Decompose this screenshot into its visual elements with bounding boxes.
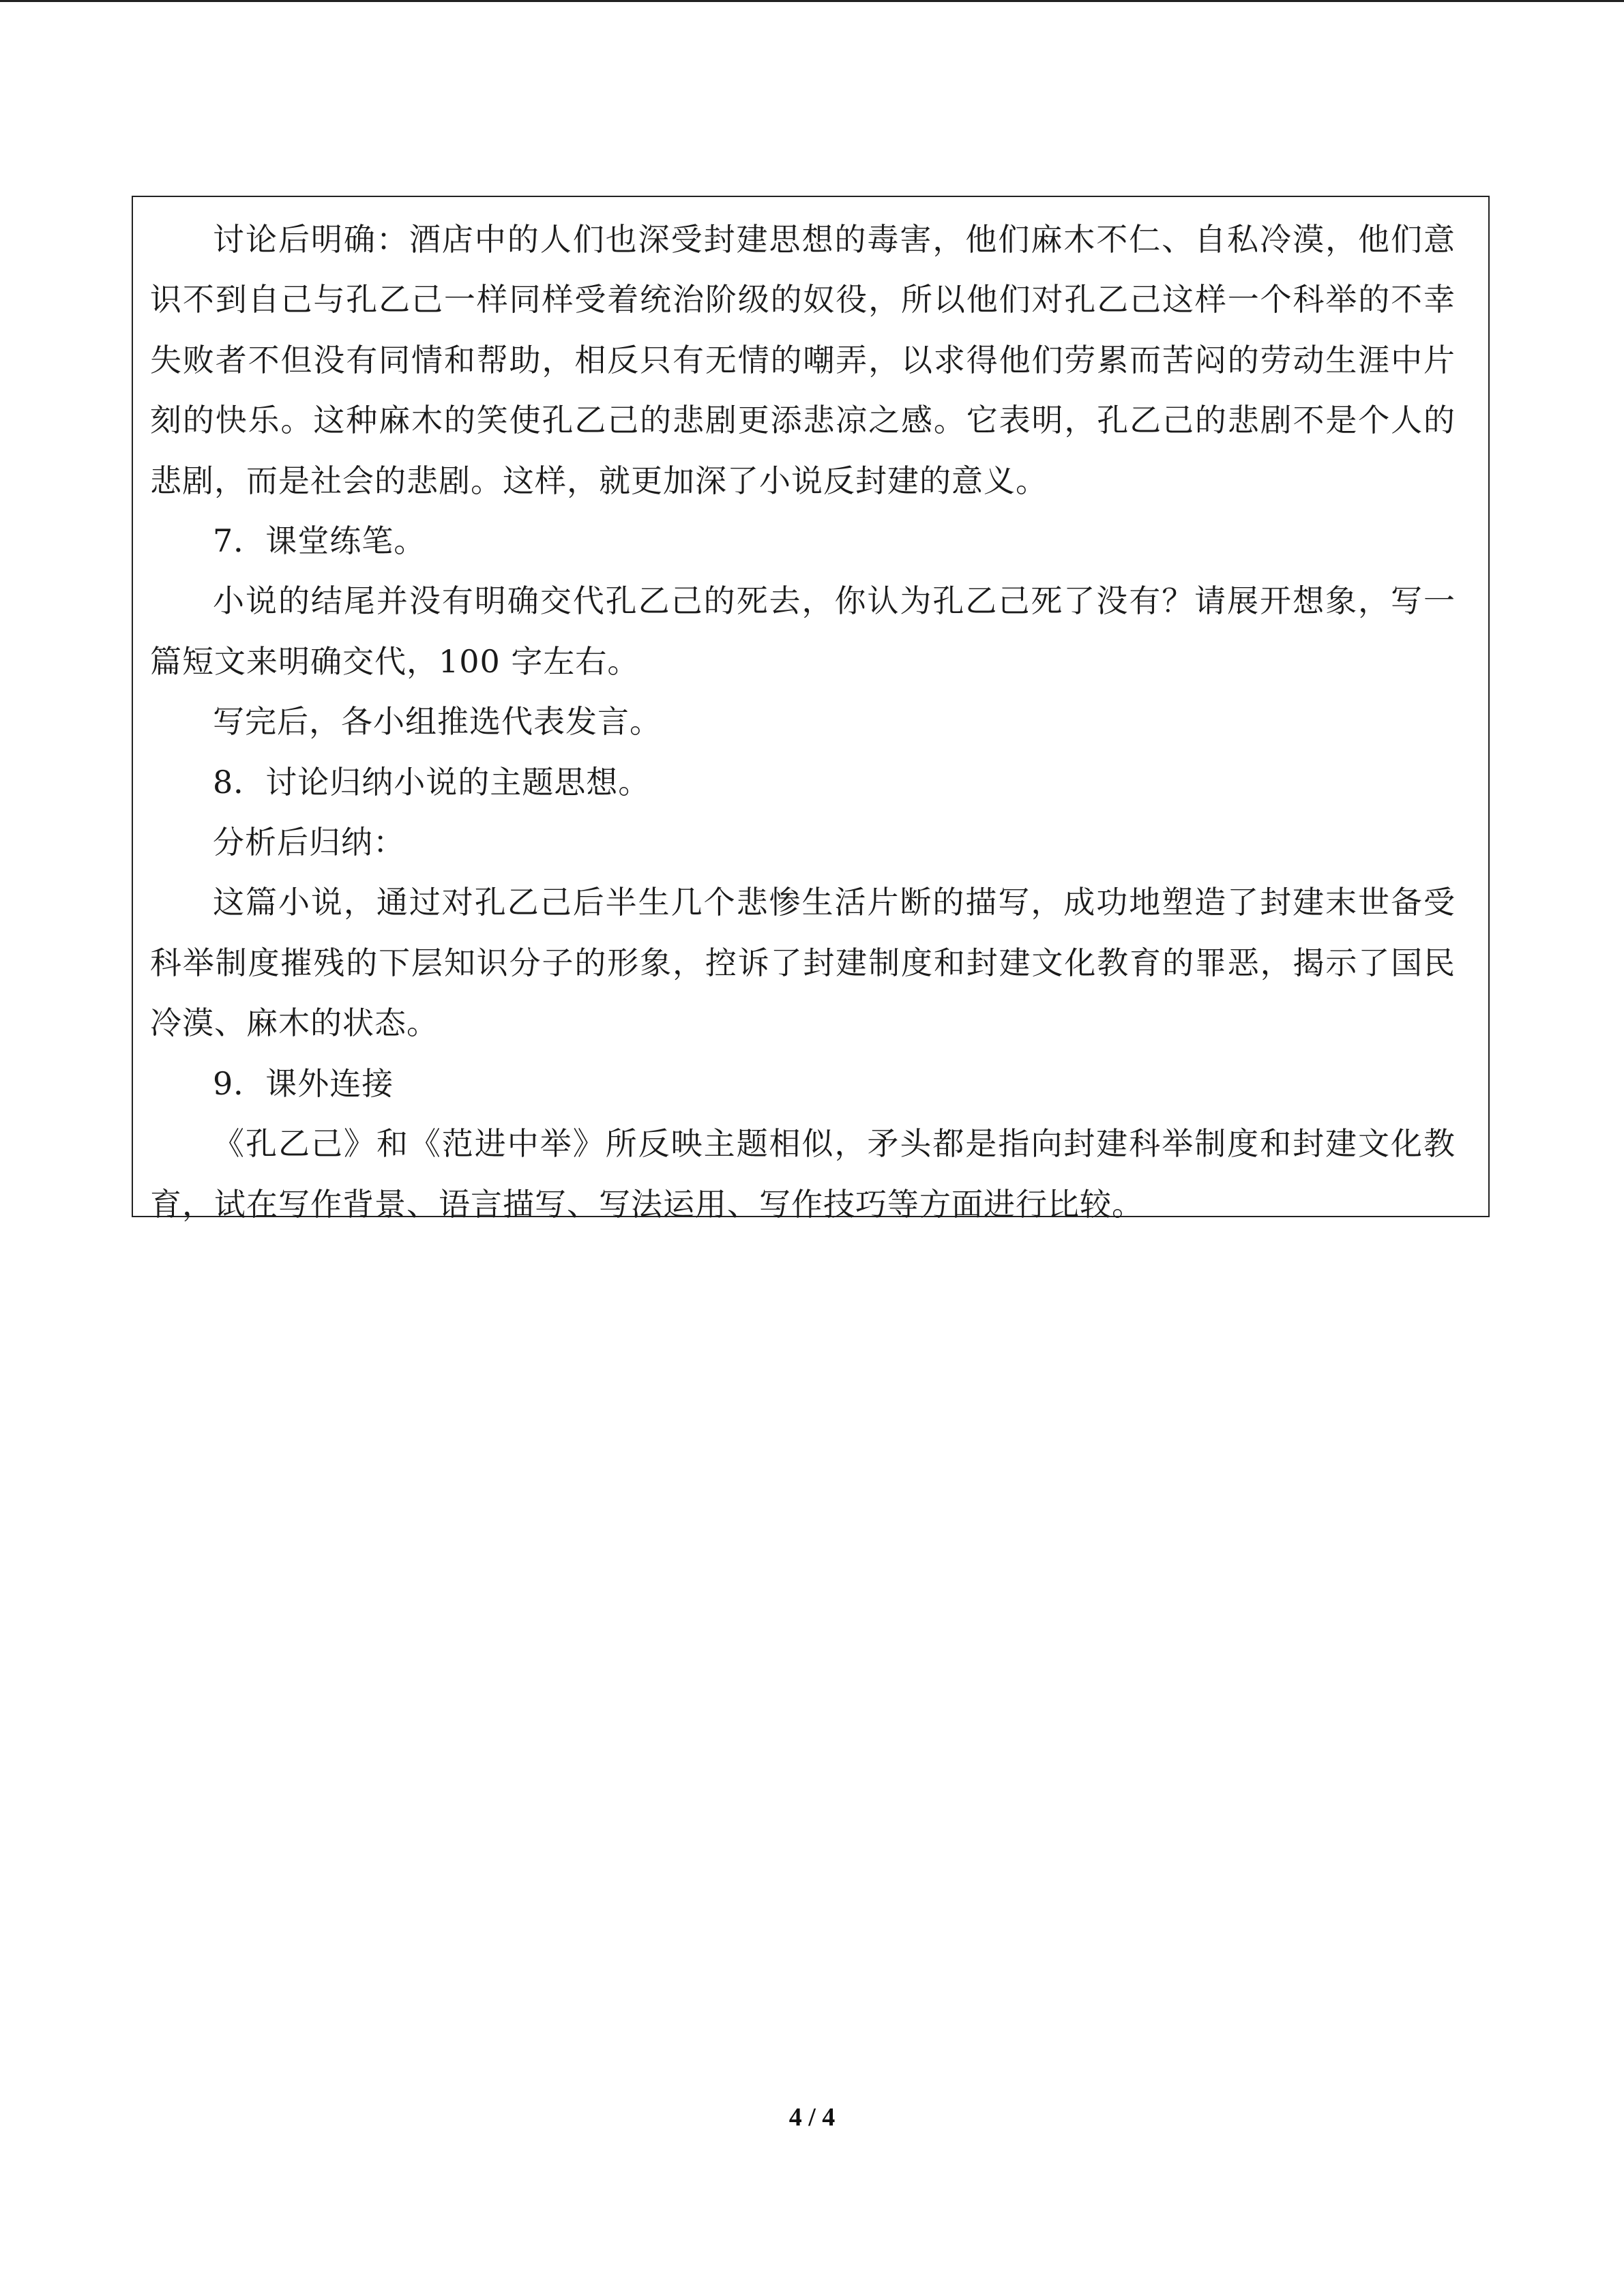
discussion-conclusion-paragraph: 讨论后明确：酒店中的人们也深受封建思想的毒害，他们麻木不仁、自私冷漠，他们意识不到自己与孔乙己一样同样受着统治阶级的奴役，所以他们对孔乙己这样一个科举的不幸失败者不但没有同情和帮助，相反只有无情的嘲弄，以求得他们劳累而苦闷的劳动生涯中片刻的快乐。这种麻木的笑使孔乙己的悲剧更添悲凉之感。它表明，孔乙己的悲剧不是个人的悲剧，而是社会的悲剧。这样，就更加深了小说反封建的意义。 — [150, 221, 1456, 499]
page-number: 4 / 4 — [788, 2103, 836, 2132]
group-presentation-paragraph: 写完后，各小组推选代表发言。 — [213, 703, 662, 741]
top-border-line — [0, 0, 1624, 2]
analysis-label: 分析后归纳： — [213, 824, 405, 861]
step-9-heading: 9．课外连接 — [213, 1064, 394, 1102]
theme-summary-paragraph: 这篇小说，通过对孔乙己后半生几个悲惨生活片断的描写，成功地塑造了封建末世备受科举制度摧残的下层知识分子的形象，控诉了封建制度和封建文化教育的罪恶，揭示了国民冷漠、麻木的状态。 — [150, 884, 1456, 1042]
lesson-content-box — [132, 196, 1490, 1223]
step-8-heading: 8．讨论归纳小说的主题思想。 — [213, 763, 651, 801]
writing-exercise-paragraph: 小说的结尾并没有明确交代孔乙己的死去，你认为孔乙己死了没有？请展开想象，写一篇短文来明确交代，100 字左右。 — [150, 582, 1456, 680]
step-7-heading: 7．课堂练笔。 — [213, 522, 426, 560]
comparison-task-paragraph: 《孔乙己》和《范进中举》所反映主题相似，矛头都是指向封建科举制度和封建文化教育，试在写作背景、语言描写、写法运用、写作技巧等方面进行比较。 — [150, 1125, 1456, 1223]
